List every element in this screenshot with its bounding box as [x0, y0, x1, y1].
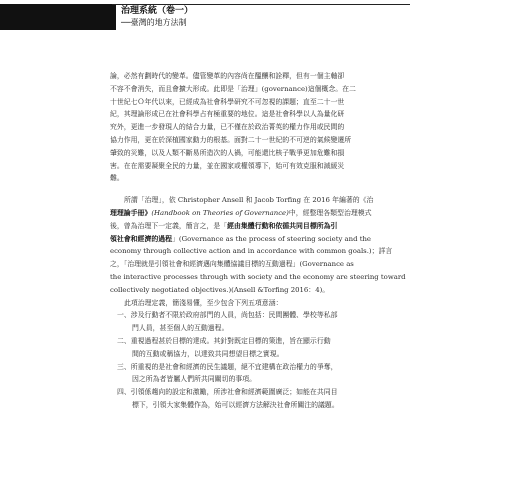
running-header-subtitle: ──臺灣的地方法制	[121, 18, 187, 27]
text-line: 之，「治理就是引領社會和經濟邁向集體協議目標的互動過程」(Governance as	[110, 260, 354, 269]
definition-emphasis: 領社會和經濟的過程	[110, 234, 173, 243]
list-line: 四、引領係趨向的設定和激勵，所涉社會和經濟範圍廣泛；如能在共同目	[117, 388, 338, 397]
list-line: 標下，引領大家集體作為，始可以經濟方法解決社會所關注的議題。	[132, 400, 339, 409]
list-line: 因之所為者皆屬人們所共同關切的事項。	[132, 375, 257, 384]
text-line: 所謂「治理」，依 Christopher Ansell 和 Jacob Torfing 在 2016 年編著的《治	[124, 196, 374, 205]
text-line	[110, 233, 410, 246]
page-body	[110, 70, 410, 412]
list-item	[110, 386, 410, 412]
implication-list	[110, 309, 410, 411]
list-line: 三、所重視的是社會和經濟的民生議題，絕不宜建構在政治權力的爭奪，	[117, 362, 338, 371]
header-rule	[112, 4, 410, 5]
list-line: 二、重視過程甚於目標的達成。其針對既定目標的策進，旨在顯示行動	[117, 336, 331, 345]
text-span: 中，經整理各類型治理模式	[288, 208, 372, 217]
text-line: 難。	[110, 174, 124, 183]
text-line: 紀，其理論形成已在社會科學占有極重要的地位。這是社會科學以人為量化研	[110, 110, 345, 119]
text-span: 」(Governance as the process of steering society and the	[172, 234, 371, 243]
running-header	[0, 0, 520, 30]
text-line	[110, 207, 410, 220]
book-title: 理理論手冊》	[110, 208, 152, 217]
text-line: 害。在在需要凝聚全民的力量，並在國家或權領導下，始可有效克服和減緩災	[110, 161, 345, 170]
list-item	[110, 309, 410, 335]
running-header-title: 治理系統（卷一）	[121, 6, 194, 16]
text-line: 論，必然有劃時代的變革。儘管變革的內容尚在醞釀和詮釋，但有一個主軸卻	[110, 72, 345, 80]
text-line: 肇致的災難，以及人類不斷易所造次的人禍，可能還比核子戰爭更加危難和損	[110, 148, 345, 157]
text-line: collectively negotiated objectives.)(Ansell &Torfing 2016：4)。	[110, 285, 330, 294]
text-line: the interactive processes through with society and the economy are steering toward	[110, 272, 406, 281]
text-span: 後，曾為治理下一定義，簡言之，是「	[110, 221, 228, 230]
text-line: 十世紀七Ｏ年代以來，已經成為社會科學研究不可忽視的課題；直至二十一世	[110, 97, 345, 106]
list-item	[110, 361, 410, 387]
list-line: 一、涉及行動者不限於政府部門的人員，尚包括：民間團體、學校等私部	[117, 311, 338, 320]
header-black-block	[0, 4, 116, 30]
book-title-english: (Handbook on Theories of Governance)	[151, 208, 289, 217]
text-line: 不容不會消失，而且會擴大形成。此即是「治理」(governance)這個概念。在二	[110, 84, 356, 93]
paragraph-2	[110, 194, 410, 296]
text-line: economy through collective action and in accordance with common goals.)；詳言	[110, 247, 393, 256]
text-line	[110, 220, 410, 233]
paragraph-3: 此項治理定義，簡淺易懂，至少包含下列五項意涵：	[124, 298, 283, 307]
list-line: 門人員，甚至個人的互動過程。	[132, 324, 229, 333]
list-line: 間的互動或稱協力，以達致共同想望目標之實現。	[132, 349, 284, 358]
text-line: 究外，更進一步發現人的結合力量，已不僅在於政治菁英的權力作用或民間的	[110, 123, 345, 132]
text-line: 協力作用，更在於深植國家動力的根基。面對二十一世紀的不可逆的氣候變遷所	[110, 135, 352, 144]
definition-emphasis: 經由集體行動和依循共同目標所為引	[227, 221, 338, 230]
list-item	[110, 335, 410, 361]
paragraph-1	[110, 70, 410, 185]
